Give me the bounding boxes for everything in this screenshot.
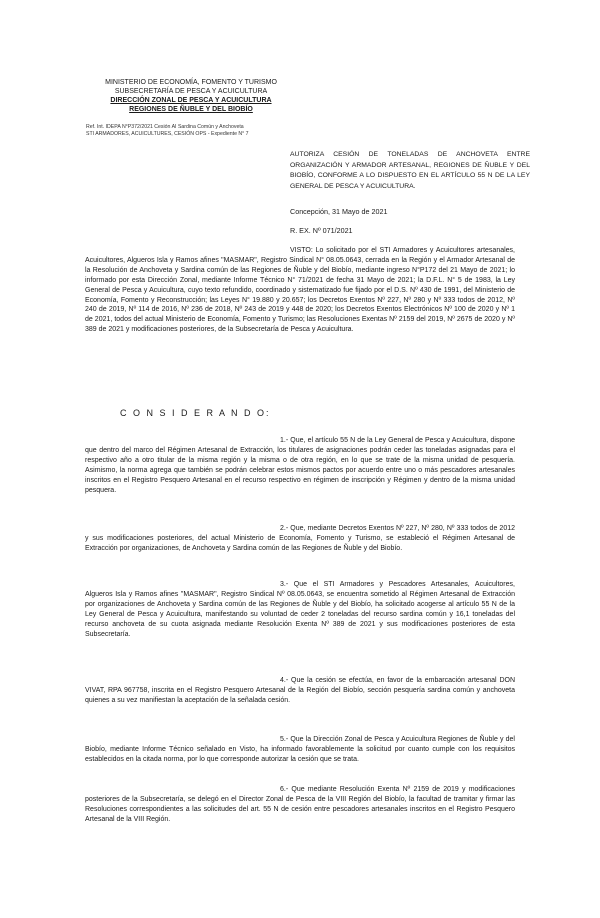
visto-lead: VISTO: Lo solicitado por el STI Armadores y Acuicultores (290, 247, 475, 254)
paragraph-lead: 2.- Que, mediante Decretos Exentos Nº 227, Nº 280, Nº (280, 525, 455, 532)
internal-reference (86, 124, 306, 138)
undersecretary-name: SUBSECRETARÍA DE PESCA Y ACUICULTURA (114, 88, 268, 95)
letterhead (96, 78, 286, 114)
considerando-paragraph-6 (85, 785, 515, 825)
reference-line-2: STI ARMADORES, ACUICULTURES, CESIÓN OPS - Expediente N° 7 (86, 131, 249, 137)
paragraph-body: Acuicultores, Algueros Isla y Ramos afines "MASMAR", Registro Sindical Nº 08.05.0643, se encuentra sometido al Régimen Artesanal de Extracción por organizaciones de Anchoveta y Sardina común de las Regiones de Ñuble y del Biobío, ha solicitado acogerse al artículo 55 N de la Ley General de Pesca y Acuicultura, manifestando su voluntad de ceder 2 toneladas del recurso sardina común y 16,1 toneladas del recurso anchoveta de su cuota asignada mediante Resolución Exenta Nº 389 de 2021 y sus modificaciones posteriores de esta Subsecretaría. (85, 581, 515, 638)
considerando-paragraph-5 (85, 735, 515, 765)
regions-name: REGIONES DE ÑUBLE Y DEL BIOBÍO (129, 106, 253, 113)
visto-section (85, 246, 515, 335)
zonal-direction-name: DIRECCIÓN ZONAL DE PESCA Y ACUICULTURA (110, 97, 272, 104)
paragraph-lead: 5.- Que la Dirección Zonal de Pesca y Acuicultura (280, 736, 436, 743)
visto-body: artesanales, Acuicultores, Algueros Isla y Ramos afines "MASMAR", Registro Sindical N° 08.05.0643, cerrada en la Región y el Armador Artesanal de la Resolución de Anchoveta y Sardina común de las Regiones de Ñuble y del Biobío, mediante ingreso N°P172 del 21 Mayo de 2021; lo informado por esta Dirección Zonal, mediante Informe Técnico N° 71/2021 de fecha 31 Mayo de 2021; la D.F.L. N° 5 de 1983, la Ley General de Pesca y Acuicultura, cuyo texto refundido, coordinado y sistematizado fue fijado por el D.S. Nº 430 de 1991, del Ministerio de Economía, Fomento y Reconstrucción; las Leyes N° 19.880 y 20.657; los Decretos Exentos Nº 227, Nº 280 y Nº 333 todos de 2012, Nº 240 de 2019, Nº 114 de 2016, Nº 236 de 2018, Nº 243 de 2019 y 448 de 2020; los Decretos Exentos Electrónicos Nº 100 de 2020 y Nº 1 de 2021, todos del actual Ministerio de Economía, Fomento y Turismo; las Resoluciones Exentas Nº 2159 del 2019, Nº 2675 de 2020 y Nº 389 de 2021 y modificaciones posteriores, de la Subsecretaría de Pesca y Acuicultura. (85, 247, 515, 334)
paragraph-body: modificaciones posteriores de la Subsecretaría, se delegó en el Director Zonal de Pesca de la VIII Región del Biobío, la facultad de tramitar y firmar las Resoluciones correspondientes a las solicitudes del art. 55 N de cesión entre pescadores artesanales inscritos en el Registro Pesquero Artesanal de la VIII Región. (85, 786, 515, 823)
considerando-paragraph-2 (85, 524, 515, 554)
paragraph-lead: 6.- Que mediante Resolución Exenta Nº 2159 de 2019 y (280, 786, 466, 793)
considerando-heading: C O N S I D E R A N D O: (120, 408, 271, 418)
resolution-subject: AUTORIZA CESIÓN DE TONELADAS DE ANCHOVETA ENTRE ORGANIZACIÓN Y ARMADOR ARTESANAL, REGIONES DE ÑUBLE Y DEL BIOBÍO, CONFORME A LO DISPUESTO EN EL ARTÍCULO 55 N DE LA LEY GENERAL DE PESCA Y ACUICULTURA. (290, 151, 530, 190)
considerando-paragraph-4 (85, 676, 515, 706)
paragraph-body: Acuicultura, dispone que dentro del marco del Régimen Artesanal de Extracción, los titulares de asignaciones podrán ceder las toneladas asignadas para el respectivo año a otro titular de la misma región y la misma o de otra región, en lo que se trate de la misma unidad de pesquería. Asimismo, la norma agrega que también se podrán celebrar estos mismos pactos por acuerdo entre uno o más pescadores artesanales inscritos en el Registro Pesquero Artesanal en el recurso respectivo en régimen de inscripción y Régimen y dentro de la misma unidad pesquera. (85, 437, 515, 494)
paragraph-body: 333 todos de 2012 y sus modificaciones posteriores, del actual Ministerio de Economía, Fomento y Turismo, se estableció el Régimen Artesanal de Extracción por organizaciones, de Anchoveta y Sardina común de las Regiones de Ñuble y del Biobío. (85, 525, 516, 552)
ministry-name: MINISTERIO DE ECONOMÍA, FOMENTO Y TURISMO (105, 79, 277, 86)
paragraph-body: artesanal DON VIVAT, RPA 967758, inscrita en el Registro Pesquero Artesanal de la Región del Biobío, sección pesquería sardina común y anchoveta quienes a su vez manifiestan la aceptación de la señalada cesión. (85, 677, 515, 704)
paragraph-body: Regiones de Ñuble y del Biobío, mediante Informe Técnico señalado en Visto, ha informado favorablemente la solicitud por cuanto cumple con los requisitos establecidos en la citada norma, por lo que corresponde autorizar la cesión que se trata. (85, 736, 515, 763)
considerando-paragraph-3 (85, 580, 515, 639)
resolution-number: R. EX. Nº 071/2021 (290, 226, 353, 235)
paragraph-lead: 3.- Que el STI Armadores y Pescadores Artesanales, (280, 581, 470, 588)
resolution-date: Concepción, 31 Mayo de 2021 (290, 207, 388, 216)
reference-line-1: Ref. Int. IDEPA N°P372/2021 Cesión AI Sardina Común y Anchoveta (86, 124, 244, 130)
paragraph-lead: 4.- Que la cesión se efectúa, en favor de la embarcación (280, 677, 465, 684)
paragraph-lead: 1.- Que, el artículo 55 N de la Ley General de Pesca y (280, 437, 451, 444)
considerando-paragraph-1 (85, 436, 515, 495)
